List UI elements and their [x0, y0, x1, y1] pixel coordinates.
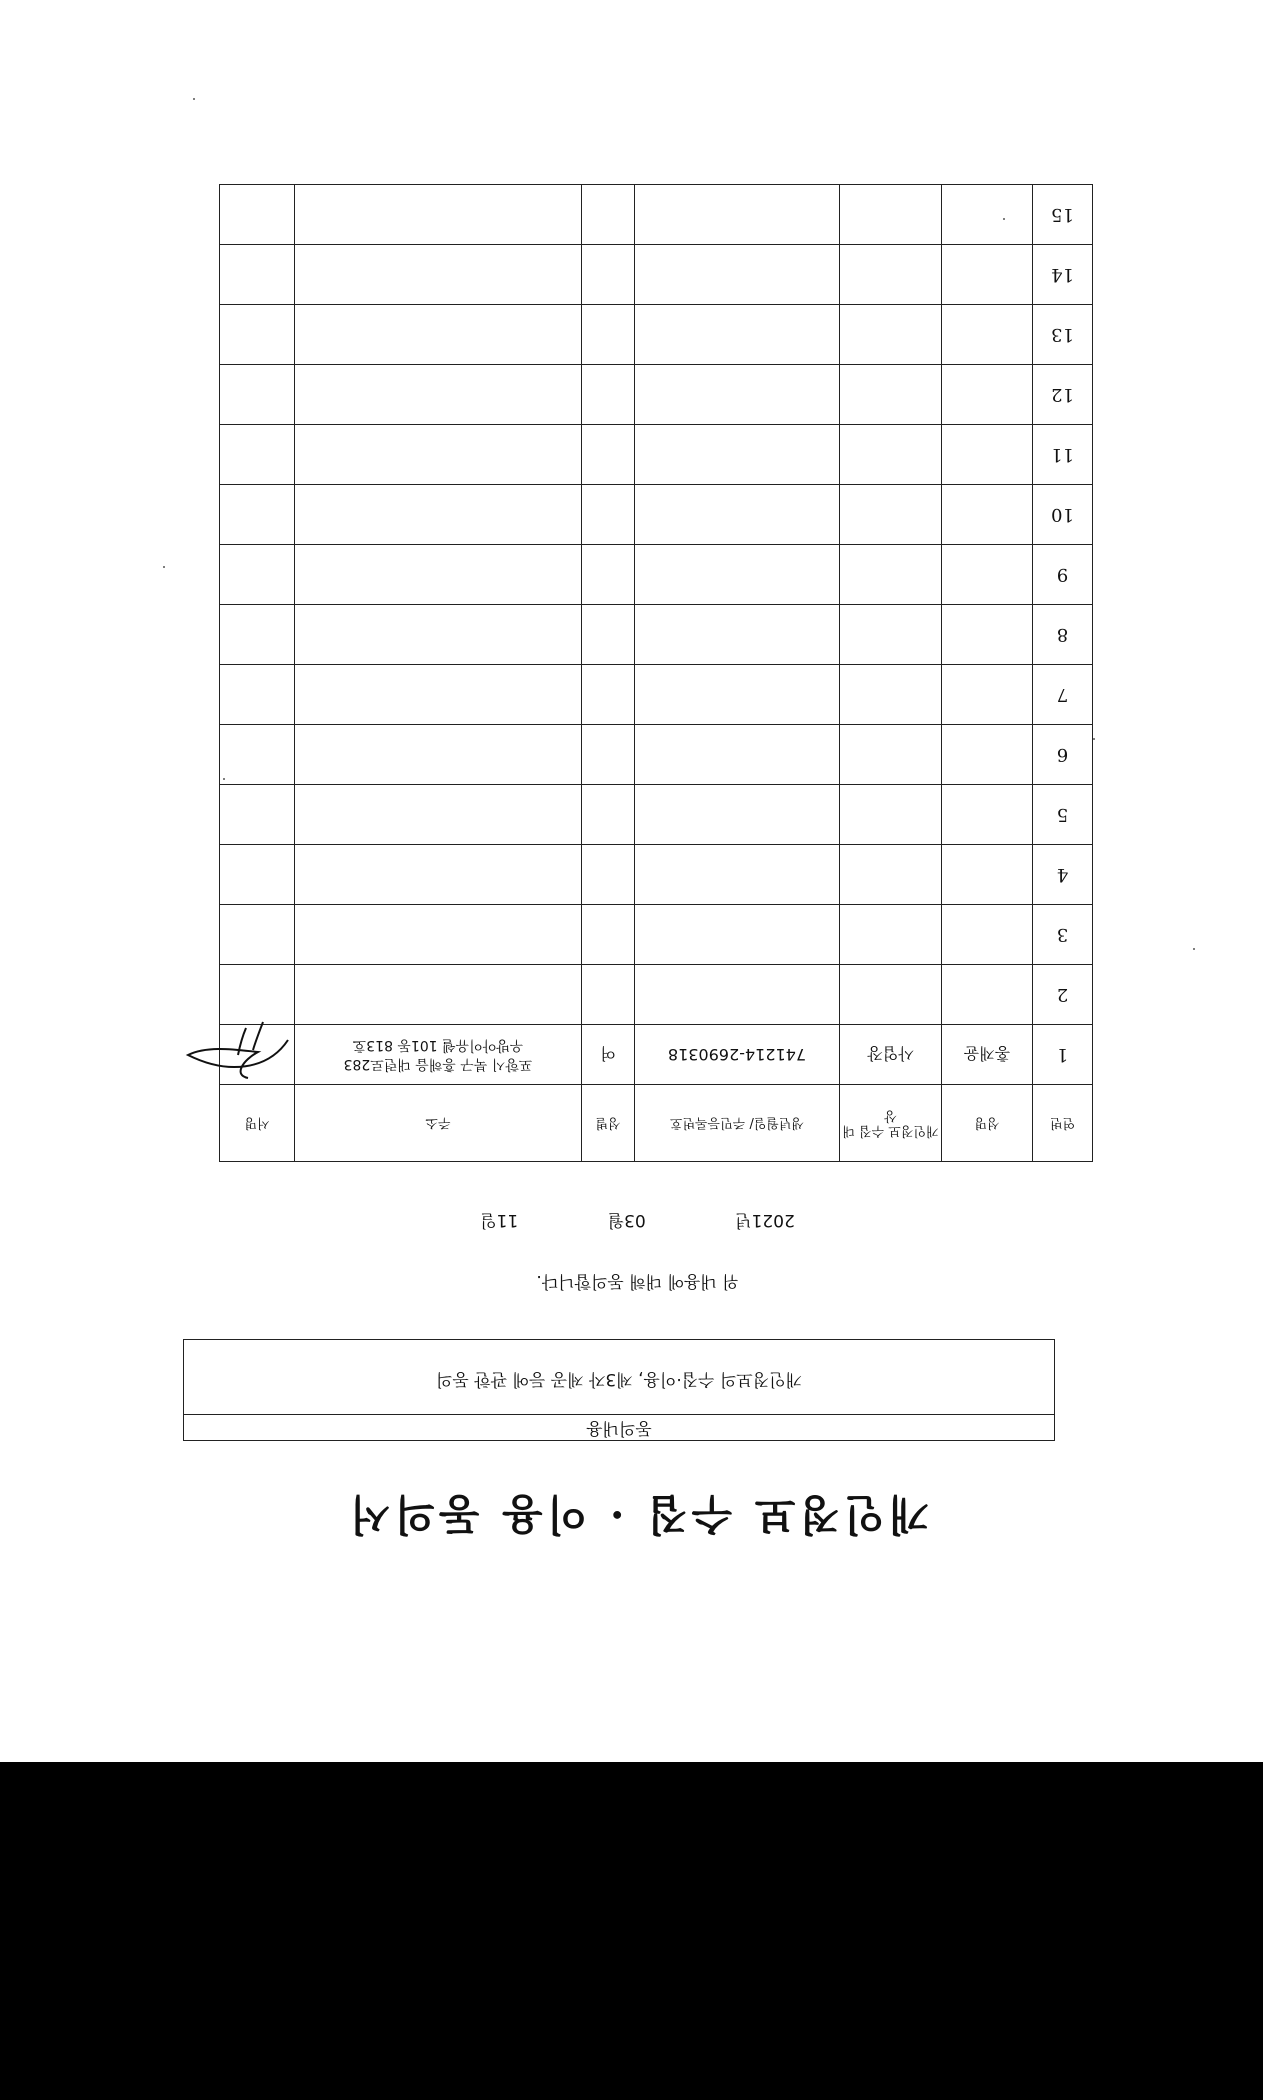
- row-number: 10: [1033, 485, 1093, 545]
- address-line-2: 우방아이유쉘 101동 813호: [352, 1037, 524, 1054]
- table-row: [220, 665, 1093, 725]
- scan-speck: [163, 566, 165, 568]
- table-row: [220, 605, 1093, 665]
- handwritten-signature: [178, 1020, 298, 1080]
- date-line: [0, 1210, 1275, 1235]
- header-address: 주소: [295, 1085, 582, 1162]
- agreement-statement: 위 내용에 대해 동의합니다.: [536, 1271, 739, 1291]
- row-number: 14: [1033, 245, 1093, 305]
- date-day: 11일: [480, 1210, 519, 1230]
- scan-speck: [1003, 218, 1005, 220]
- scan-speck: [1193, 948, 1195, 950]
- row-number: 3: [1033, 905, 1093, 965]
- table-header-row: [220, 1085, 1093, 1162]
- table-row: [220, 485, 1093, 545]
- row-number: 1: [1033, 1025, 1093, 1085]
- scanner-black-band: [0, 1762, 1263, 2100]
- table-row: [220, 425, 1093, 485]
- row-signature: [220, 1025, 295, 1085]
- table-row: [220, 1025, 1093, 1085]
- header-birth-id: 생년월일/ 주민등록번호: [635, 1085, 840, 1162]
- table-row: [220, 905, 1093, 965]
- scan-speck: [193, 98, 195, 100]
- row-id-number: 741214-2690318: [635, 1025, 840, 1085]
- row-category: 사업장: [840, 1025, 942, 1085]
- table-row: [220, 785, 1093, 845]
- table-row: [220, 545, 1093, 605]
- table-row: [220, 245, 1093, 305]
- row-number: 7: [1033, 665, 1093, 725]
- table-row: [220, 305, 1093, 365]
- header-no: 연번: [1033, 1085, 1093, 1162]
- table-row: [220, 185, 1093, 245]
- row-number: 6: [1033, 725, 1093, 785]
- scan-speck: [1093, 738, 1095, 740]
- table-row: [220, 965, 1093, 1025]
- table-row: [220, 725, 1093, 785]
- consent-box: [183, 1339, 1055, 1441]
- consent-header: 동의내용: [184, 1414, 1054, 1440]
- document-title: 개인정보 수집 · 이용 동의서: [345, 1490, 930, 1539]
- date-month: 03월: [607, 1210, 646, 1230]
- row-name: 홍재윤: [942, 1025, 1033, 1085]
- row-gender: 여: [582, 1025, 635, 1085]
- consent-body: 개인정보의 수집·이용, 제3자 제공 등에 관한 동의: [435, 1369, 803, 1389]
- table-row: [220, 845, 1093, 905]
- row-number: 5: [1033, 785, 1093, 845]
- scan-speck: [223, 778, 225, 780]
- table-row: [220, 365, 1093, 425]
- row-number: 15: [1033, 185, 1093, 245]
- row-number: 4: [1033, 845, 1093, 905]
- header-category: 개인정보 수집 대상: [840, 1085, 942, 1162]
- row-address: [295, 1025, 582, 1085]
- header-name: 성명: [942, 1085, 1033, 1162]
- consent-table: [219, 184, 1093, 1162]
- row-number: 9: [1033, 545, 1093, 605]
- address-line-1: 포항시 북구 흥해읍 대련로283: [343, 1056, 533, 1073]
- row-number: 11: [1033, 425, 1093, 485]
- header-signature: 서명: [220, 1085, 295, 1162]
- row-number: 13: [1033, 305, 1093, 365]
- date-year: 2021년: [735, 1210, 795, 1230]
- row-number: 12: [1033, 365, 1093, 425]
- row-number: 8: [1033, 605, 1093, 665]
- row-number: 2: [1033, 965, 1093, 1025]
- header-gender: 성별: [582, 1085, 635, 1162]
